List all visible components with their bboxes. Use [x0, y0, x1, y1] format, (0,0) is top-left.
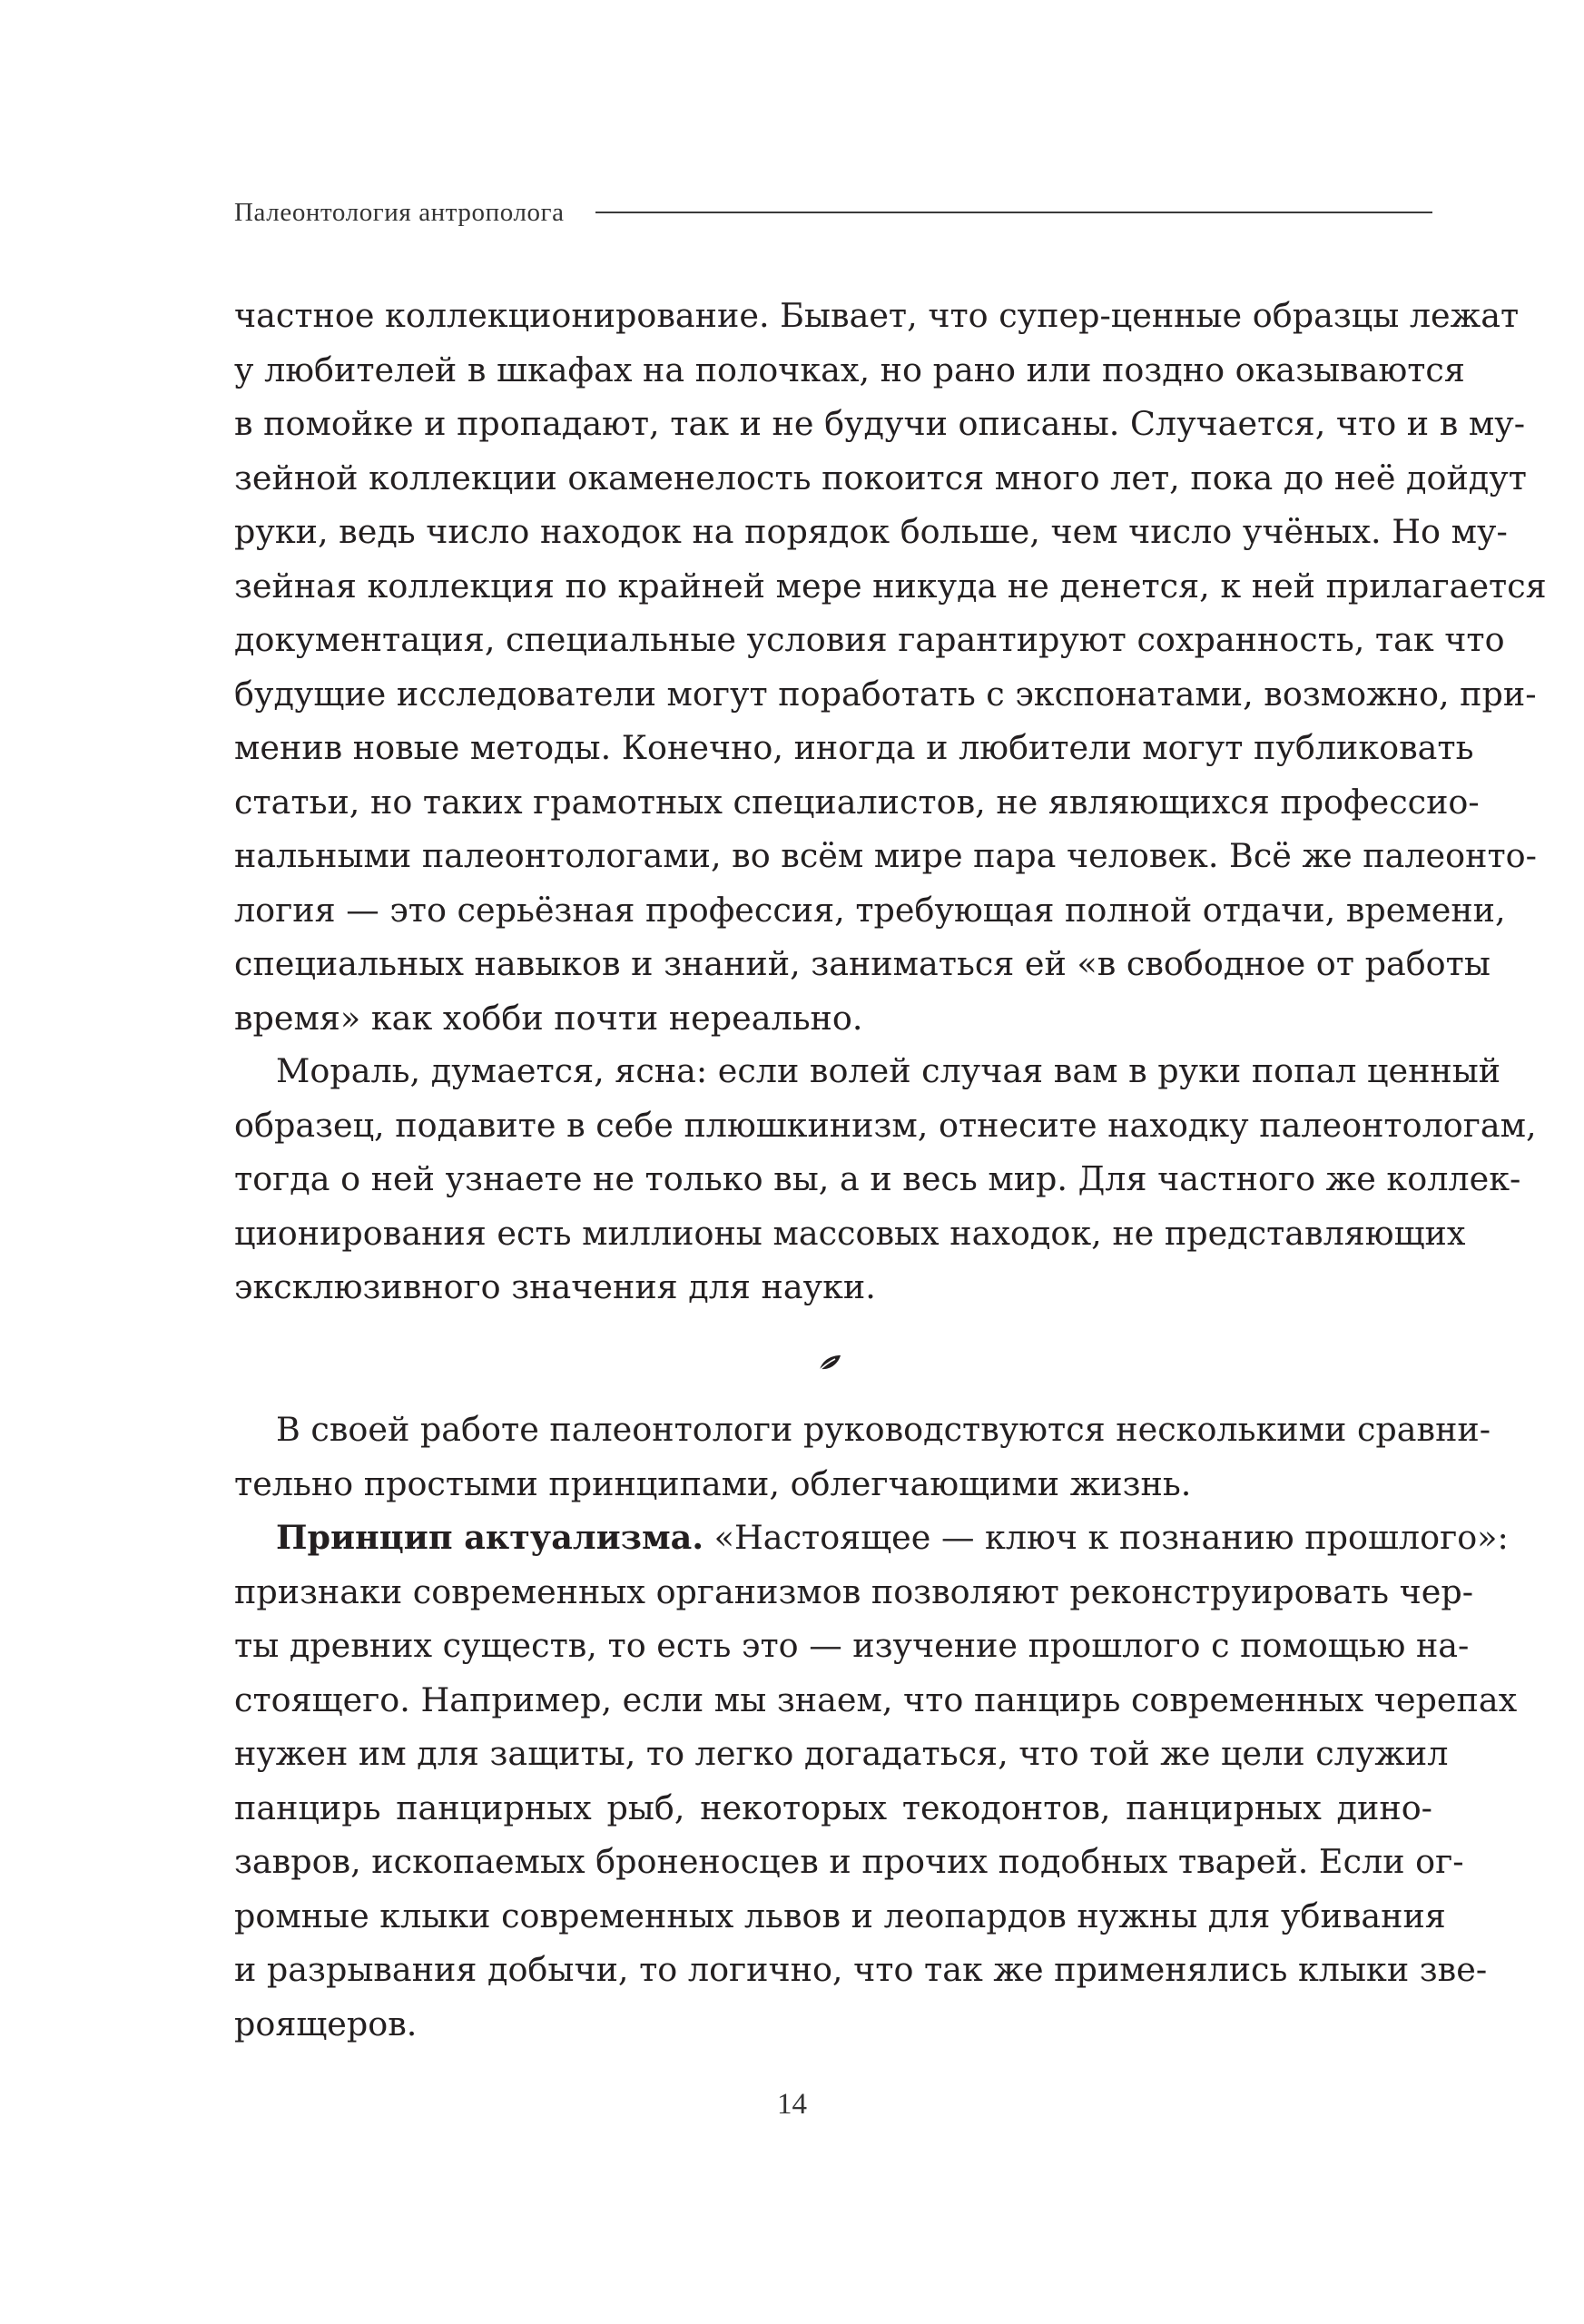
text-line: роящеров.: [234, 2004, 418, 2043]
text-line: ционирования есть миллионы массовых находок, не представляющих: [234, 1213, 1466, 1253]
paragraph-4-first-line: [234, 1511, 1509, 1565]
text-line: Мораль, думается, ясна: если волей случая вам в руки попал ценный: [276, 1051, 1501, 1090]
text-line: зейной коллекции окаменелость покоится много лет, пока до неё дойдут: [234, 458, 1527, 497]
text-line: завров, ископаемых броненосцев и прочих подобных тварей. Если ог-: [234, 1842, 1464, 1881]
text-line: статьи, но таких грамотных специалистов, не являющихся профессио-: [234, 782, 1480, 822]
running-head-title: Палеонтология антрополога: [234, 197, 565, 227]
text-line: ромные клыки современных львов и леопардов нужны для убивания: [234, 1896, 1446, 1935]
text-line: частное коллекционирование. Бывает, что супер-ценные образцы лежат: [234, 296, 1520, 335]
text-line: зейная коллекция по крайней мере никуда не денется, к ней прилагается: [234, 566, 1547, 606]
text-line: нальными палеонтологами, во всём мире пара человек. Всё же палеонто-: [234, 836, 1537, 875]
text-line: тогда о ней узнаете не только вы, а и весь мир. Для частного же коллек-: [234, 1159, 1521, 1198]
text-line: эксклюзивного значения для науки.: [234, 1267, 876, 1306]
text-line: менив новые методы. Конечно, иногда и любители могут публиковать: [234, 728, 1474, 767]
text-line: панцирь панцирных рыб, некоторых текодонтов, панцирных дино-: [234, 1787, 1432, 1827]
text-line: время» как хобби почти нереально.: [234, 998, 863, 1038]
text-line: документация, специальные условия гарантируют сохранность, так что: [234, 620, 1505, 659]
text-line: признаки современных организмов позволяют реконструировать чер-: [234, 1571, 1474, 1611]
text-line: образец, подавите в себе плюшкинизм, отнесите находку палеонтологам,: [234, 1105, 1537, 1145]
text-line: нужен им для защиты, то легко догадаться, что той же цели служил: [234, 1734, 1449, 1773]
leaf-ornament-icon: [817, 1353, 842, 1373]
text-line-rest: «Настоящее — ключ к познанию прошлого»:: [703, 1518, 1509, 1557]
text-line: логия — это серьёзная профессия, требующая полной отдачи, времени,: [234, 890, 1506, 930]
text-line: у любителей в шкафах на полочках, но рано или поздно оказываются: [234, 350, 1465, 389]
text-line: В своей работе палеонтологи руководствуются несколькими сравни-: [276, 1410, 1491, 1449]
text-line: руки, ведь число находок на порядок больше, чем число учёных. Но му-: [234, 512, 1508, 551]
text-line: специальных навыков и знаний, заниматься ей «в свободное от работы: [234, 944, 1491, 983]
text-line: в помойке и пропадают, так и не будучи описаны. Случается, что и в му-: [234, 404, 1526, 443]
text-line: и разрывания добычи, то логично, что так же применялись клыки зве-: [234, 1950, 1488, 1989]
text-line: ты древних существ, то есть это — изучение прошлого с помощью на-: [234, 1626, 1470, 1665]
text-line: тельно простыми принципами, облегчающими жизнь.: [234, 1463, 1192, 1503]
paragraph-1: [234, 289, 1547, 1045]
paragraph-4: [234, 1511, 1518, 2051]
principle-heading: Принцип актуализма.: [276, 1518, 704, 1557]
paragraph-2: [234, 1044, 1537, 1315]
paragraph-3: [234, 1403, 1491, 1511]
page-number: 14: [777, 2088, 807, 2121]
running-head: [234, 194, 1432, 231]
text-line: стоящего. Например, если мы знаем, что панцирь современных черепах: [234, 1679, 1518, 1719]
text-line: будущие исследователи могут поработать с экспонатами, возможно, при-: [234, 674, 1537, 714]
running-head-rule: [595, 212, 1432, 213]
